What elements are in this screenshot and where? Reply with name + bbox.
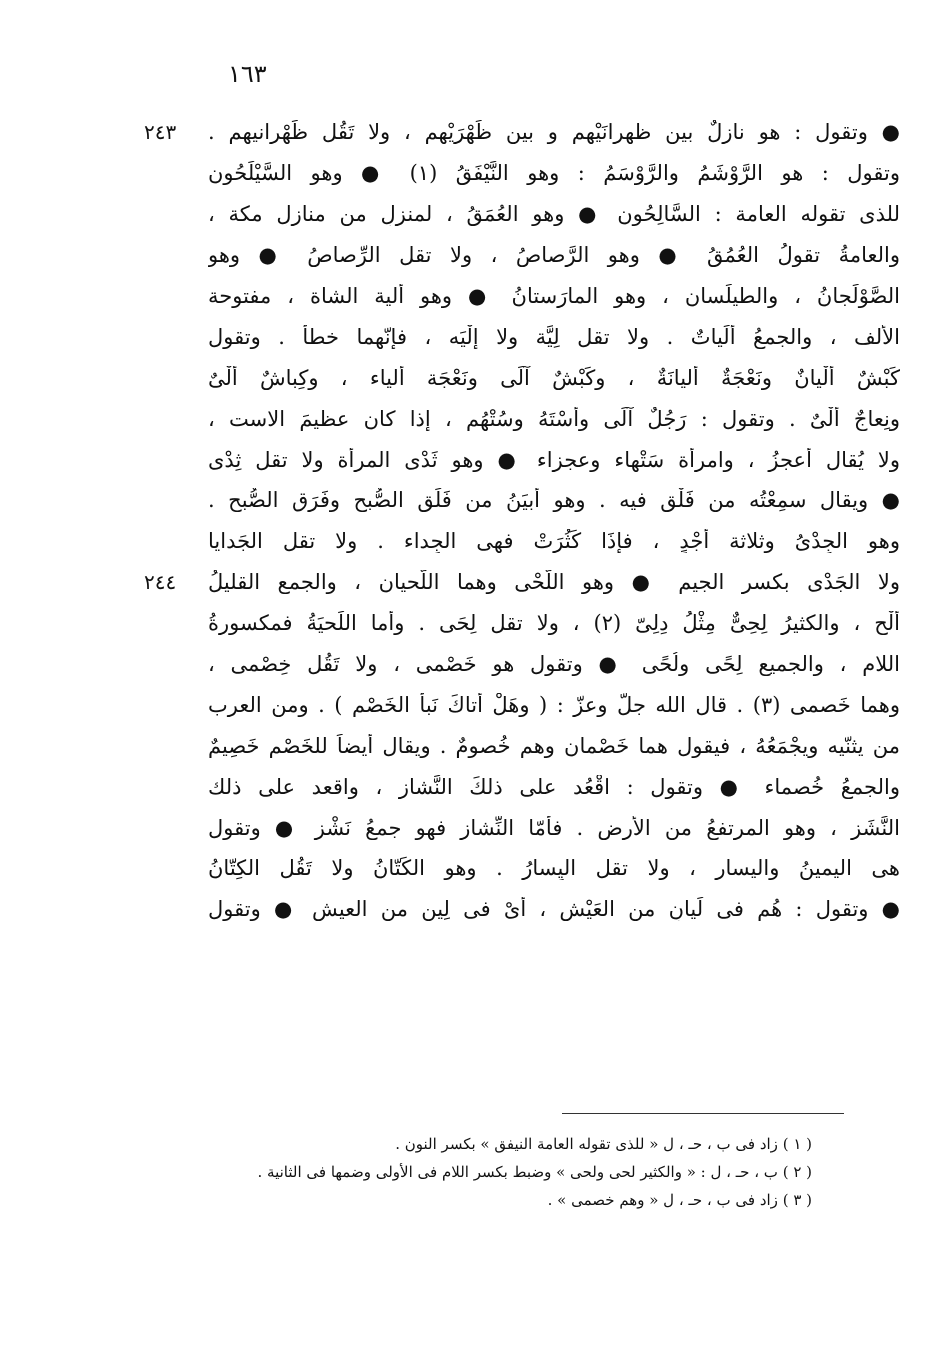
line-text: ولا يُقال أعجزُ ، وامرأة سَتْهاء وعجزاء ● وهو ثَدْى المرأة ولا تقل ثِدْى xyxy=(208,447,900,472)
text-line xyxy=(150,725,920,766)
section-number: ٢٤٤ xyxy=(144,570,177,595)
line-text: وهو الجِدْىُ وثلاثة أَجْدٍ ، فإذَا كَثُرَتْ فهى الجِداء . ولا تقل الجَدايا xyxy=(208,529,900,554)
text-line xyxy=(150,644,920,685)
footnote: ( ٣ ) زاد فى ب ، حـ ، ل « وهم خصمى » . xyxy=(547,1191,812,1209)
text-line xyxy=(150,521,920,562)
text-line xyxy=(150,766,920,807)
text-line xyxy=(144,112,920,153)
text-line xyxy=(150,848,920,889)
line-text: النَّشَز ، وهو المرتفعُ من الأرض . فأمّا النِّشاز فهو جمعُ نَشْزٍ ● وتقول xyxy=(208,815,900,840)
line-text: اللام ، والجميع لِحًى ولُحًى ● وتقول هو خَصْمى ، ولا تَقُل خِصْمى ، xyxy=(208,652,900,677)
text-line xyxy=(150,194,920,235)
line-text: كَبْشٌ أَلْيانٌ ونَعْجَةٌ أَليانَةٌ ، وكَبْشٌ آلَى ونَعْجَة أَلياء ، وكِباشٌ أُلْىٌ xyxy=(208,365,900,390)
footnote: ( ٢ ) ب ، حـ ، ل : « والكثير لحى ولحى » وضبط بكسر اللام فى الأولى وضمها فى الثانية . xyxy=(257,1163,812,1181)
line-text: الصَّوْلَجانُ ، والطيلَسان ، وهو المارَستانُ ● وهو أَلية الشاة ، مفتوحة xyxy=(208,284,900,308)
text-line xyxy=(150,276,920,317)
text-line xyxy=(150,357,920,398)
page-number: ١٦٣ xyxy=(228,60,267,88)
line-text: ولا الجَدْى بكسرِ الجيم ● وهو اللَّحْى وهما اللَّحيانِ ، والجمع القليلُ xyxy=(208,570,900,595)
text-line xyxy=(150,807,920,848)
line-text: الألف ، والجمعُ أَلَياتٌ . ولا تقل لِيَّة ولا إِلْيَه ، فإنّهما خطأٌ . وتقول xyxy=(208,324,900,349)
footnote-separator xyxy=(562,1113,844,1114)
line-text: ● وتقول : هُم فى لَيانٍ من العَيْش ، أَىْ فى لِينٍ من العيشِ ● وتقول xyxy=(208,897,900,922)
text-line xyxy=(150,153,920,194)
text-line xyxy=(150,398,920,439)
text-line xyxy=(150,684,920,725)
line-text: ● وتقول : هو نازلٌ بين ظهرانَيْهِم و بين ظَهْرَيْهِم ، ولا تَقُل ظَهْرانيهِم . xyxy=(208,120,900,145)
text-line xyxy=(150,316,920,357)
text-line xyxy=(150,439,920,480)
line-text: للذى تقوله العامة : السَّالِحُون ● وهو العُمَقُ ، لمنزلٍ من منازلِ مكة ، xyxy=(208,202,900,227)
footnote: ( ١ ) زاد فى ب ، حـ ، ل « للذى تقوله العامة النيفق » بكسر النون . xyxy=(395,1135,812,1153)
line-text: والجمعُ خُصماء ● وتقول : اقْعُد على ذلكَ النَّشاز ، واقعد على ذلك xyxy=(208,774,900,799)
line-text: ● ويقال سمِعْتُه من فَلْق فيه . وهو أبيَنُ من فَلَق الصُّبح وفَرَق الصُّبح . xyxy=(208,488,900,513)
text-line xyxy=(150,235,920,276)
section-number: ٢٤٣ xyxy=(144,120,177,145)
line-text: وتقول : هو الرَّوْشَمُ والرَّوْسَمُ : وهو النَّيْفَقُ (١) ● وهو السَّيْلَحُون xyxy=(208,161,900,186)
text-line xyxy=(150,889,920,930)
text-line xyxy=(144,562,920,603)
line-text: ونِعاجٌ أُلْىٌ . وتقول : رَجُلٌ آلَى وأَسْتَهُ وسُتْهُم ، إذا كان عظيمَ الاست ، xyxy=(208,406,900,431)
line-text: أَلْحٍ ، والكثيرُ لِحِىٌّ مِثْلُ دِلِىّ (٢) ، ولا تقل لِحَى . وأما اللِّحيَةُ فمكسورةُ xyxy=(208,611,900,636)
main-text xyxy=(144,112,920,930)
text-line xyxy=(150,480,920,521)
line-text: من يثنّيه ويجْمَعُهُ ، فيقول هما خَصْمان وهم خُصومٌ . ويقال أيضاً للخَصْم خَصِيمٌ xyxy=(208,733,900,758)
text-line xyxy=(150,603,920,644)
footnotes xyxy=(257,1130,812,1214)
line-text: وهما خَصمى (٣) . قال الله جلّ وعزّ : ( وهَلْ أتاكَ نَبأُ الخَصْمِ ) . ومن العرب xyxy=(208,692,900,717)
line-text: والعامةُ تقولُ العُمُقُ ● وهو الرَّصاصُ ، ولا تقل الرِّصاصُ ● وهو xyxy=(208,243,900,268)
line-text: هى اليمينُ واليسار ، ولا تقل اليِسارُ . وهو الكَتّانُ ولا تَقُل الكِتّانُ xyxy=(208,856,900,881)
